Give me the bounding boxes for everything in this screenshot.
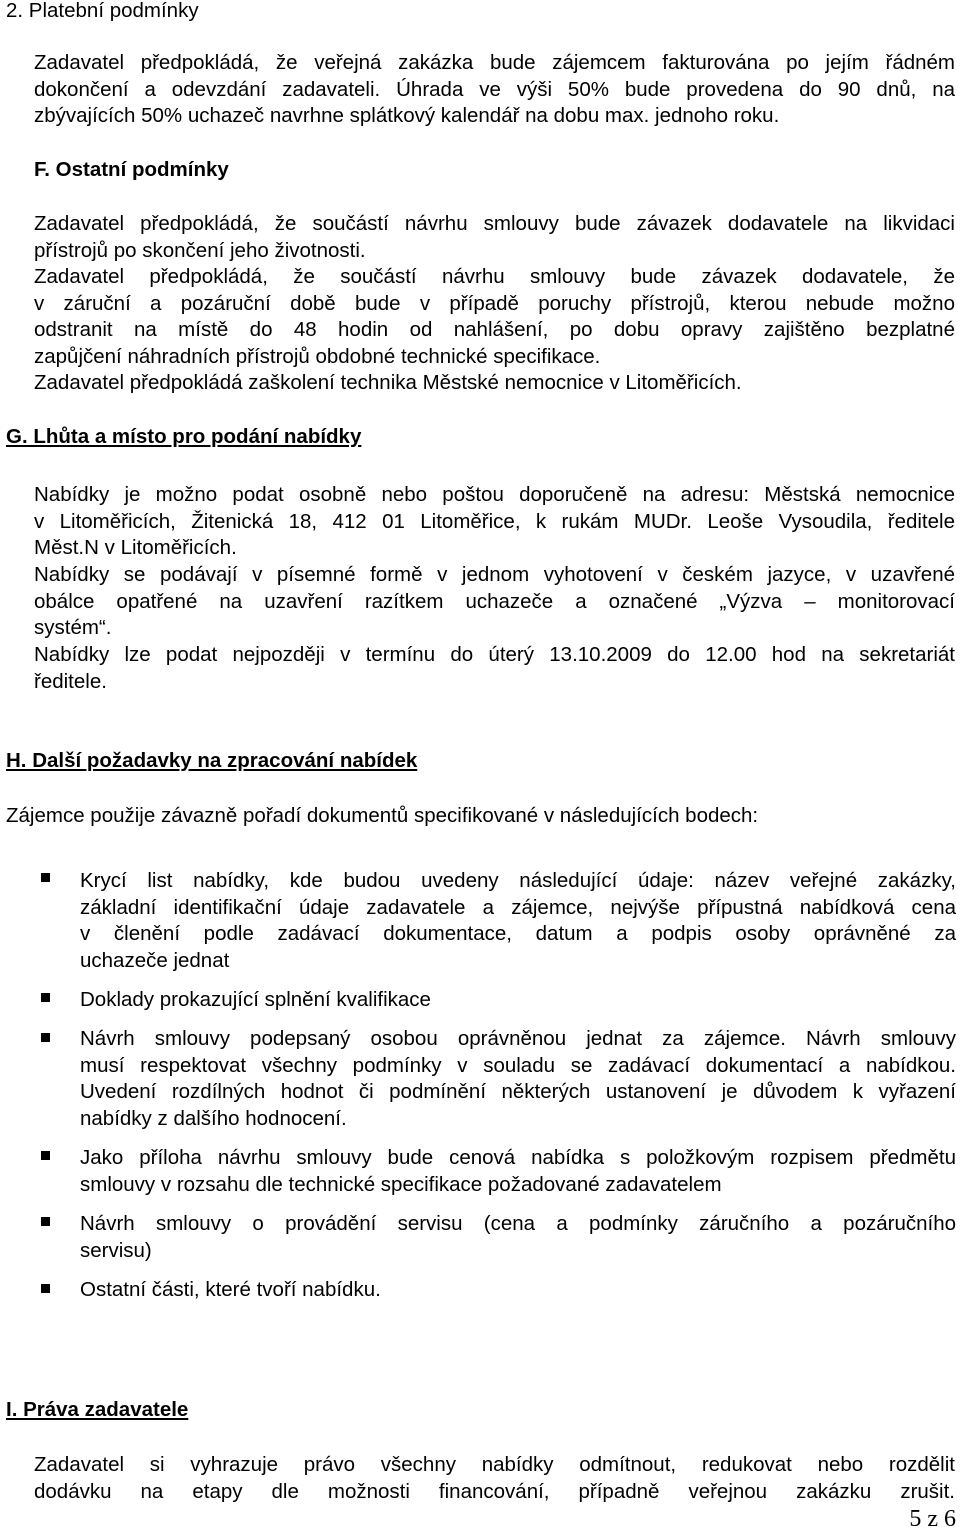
paragraph-g3: [34, 642, 955, 695]
bullet-square-icon: [41, 873, 50, 882]
section-heading-payment: 2. Platební podmínky: [6, 0, 199, 22]
text-line: Ostatní části, které tvoří nabídku.: [80, 1278, 381, 1301]
text-line: Doklady prokazující splnění kvalifikace: [80, 988, 431, 1011]
text-line: přístrojů po skončení jeho životnosti.: [34, 238, 366, 262]
text-line: servisu): [80, 1238, 152, 1262]
paragraph-i1: [34, 1452, 955, 1505]
text-line: Nabídky lze podat nejpozději v termínu do úterý 13.10.2009 do 12.00 hod na sekretariát: [34, 643, 955, 666]
text-line: Zadavatel si vyhrazuje právo všechny nabídky odmítnout, redukovat nebo rozdělit: [34, 1453, 955, 1476]
text-line: smlouvy v rozsahu dle technické specifikace požadované zadavatelem: [80, 1172, 722, 1196]
list-item: [80, 987, 956, 1014]
paragraph-f3: Zadavatel předpokládá zaškolení technika Městské nemocnice v Litoměřicích.: [34, 371, 742, 394]
text-line: dodávku na etapy dle možnosti financování, případně veřejnou zakázku zrušit.: [34, 1479, 955, 1503]
paragraph-g2: [34, 562, 955, 642]
paragraph-payment: [34, 50, 955, 130]
paragraph-g1: [34, 482, 955, 562]
text-line: Zadavatel předpokládá, že součástí návrhu smlouvy bude závazek dodavatele, že: [34, 265, 955, 288]
text-line: Měst.N v Litoměřicích.: [34, 536, 237, 559]
bullet-square-icon: [41, 1151, 50, 1160]
text-line: základní identifikační údaje zadavatele a zájemce, nejvýše přípustná nabídková cena: [80, 895, 956, 919]
text-line: musí respektovat všechny podmínky v souladu se zadávací dokumentací a nabídkou.: [80, 1053, 956, 1077]
section-heading-i: I. Práva zadavatele: [6, 1398, 189, 1421]
text-line: ředitele.: [34, 669, 107, 693]
list-item: [80, 868, 956, 974]
text-line: v Litoměřicích, Žitenická 18, 412 01 Litoměřice, k rukám MUDr. Leoše Vysoudila, ředitele: [34, 509, 955, 533]
list-item: [80, 1211, 956, 1264]
section-heading-g: G. Lhůta a místo pro podání nabídky: [6, 425, 362, 448]
section-heading-h: H. Další požadavky na zpracování nabídek: [6, 749, 418, 772]
text-line: nabídky z dalšího hodnocení.: [80, 1106, 347, 1130]
text-line: Uvedení rozdílných hodnot či podmínění některých ustanovení je důvodem k vyřazení: [80, 1080, 956, 1103]
text-line: Návrh smlouvy o provádění servisu (cena a podmínky záručního a pozáručního: [80, 1212, 956, 1235]
text-line: Nabídky je možno podat osobně nebo poštou doporučeně na adresu: Městská nemocnice: [34, 483, 955, 506]
list-item: [80, 1145, 956, 1198]
text-line: obálce opatřené na uzavření razítkem uchazeče a označené „Výzva – monitorovací: [34, 589, 955, 613]
text-line: systém“.: [34, 616, 112, 639]
bullet-square-icon: [41, 1217, 50, 1226]
text-line: uchazeče jednat: [80, 948, 230, 972]
text-line: Jako příloha návrhu smlouvy bude cenová nabídka s položkovým rozpisem předmětu: [80, 1146, 956, 1169]
list-item: [80, 1026, 956, 1132]
paragraph-f2: [34, 264, 955, 370]
paragraph-f1: [34, 211, 955, 264]
text-line: odstranit na místě do 48 hodin od nahlášení, po dobu opravy zajištěno bezplatné: [34, 318, 955, 341]
paragraph-h-intro: Zájemce použije závazně pořadí dokumentů specifikované v následujících bodech:: [6, 804, 759, 827]
text-line: v členění podle zadávací dokumentace, datum a podpis osoby oprávněné za: [80, 922, 956, 945]
bullet-square-icon: [41, 1284, 50, 1293]
section-heading-f: F. Ostatní podmínky: [34, 158, 229, 181]
text-line: Nabídky se podávají v písemné formě v jednom vyhotovení v českém jazyce, v uzavřené: [34, 563, 955, 586]
page-number: 5 z 6: [909, 1506, 956, 1532]
text-line: v záruční a pozáruční době bude v případě poruchy přístrojů, kterou nebude možno: [34, 291, 955, 315]
bullet-square-icon: [41, 993, 50, 1002]
text-line: Krycí list nabídky, kde budou uvedeny následující údaje: název veřejné zakázky,: [80, 869, 956, 892]
text-line: zapůjčení náhradních přístrojů obdobné technické specifikace.: [34, 344, 601, 368]
text-line: dokončení a odevzdání zadavateli. Úhrada ve výši 50% bude provedena do 90 dnů, na: [34, 77, 955, 101]
text-line: Návrh smlouvy podepsaný osobou oprávněnou jednat za zájemce. Návrh smlouvy: [80, 1027, 956, 1050]
bullet-square-icon: [41, 1033, 50, 1042]
text-line: Zadavatel předpokládá, že veřejná zakázka bude zájemcem fakturována po jejím řádném: [34, 51, 955, 74]
text-line: zbývajících 50% uchazeč navrhne splátkový kalendář na dobu max. jednoho roku.: [34, 104, 780, 127]
list-item: [80, 1277, 956, 1304]
text-line: Zadavatel předpokládá, že součástí návrhu smlouvy bude závazek dodavatele na likvidaci: [34, 212, 955, 235]
